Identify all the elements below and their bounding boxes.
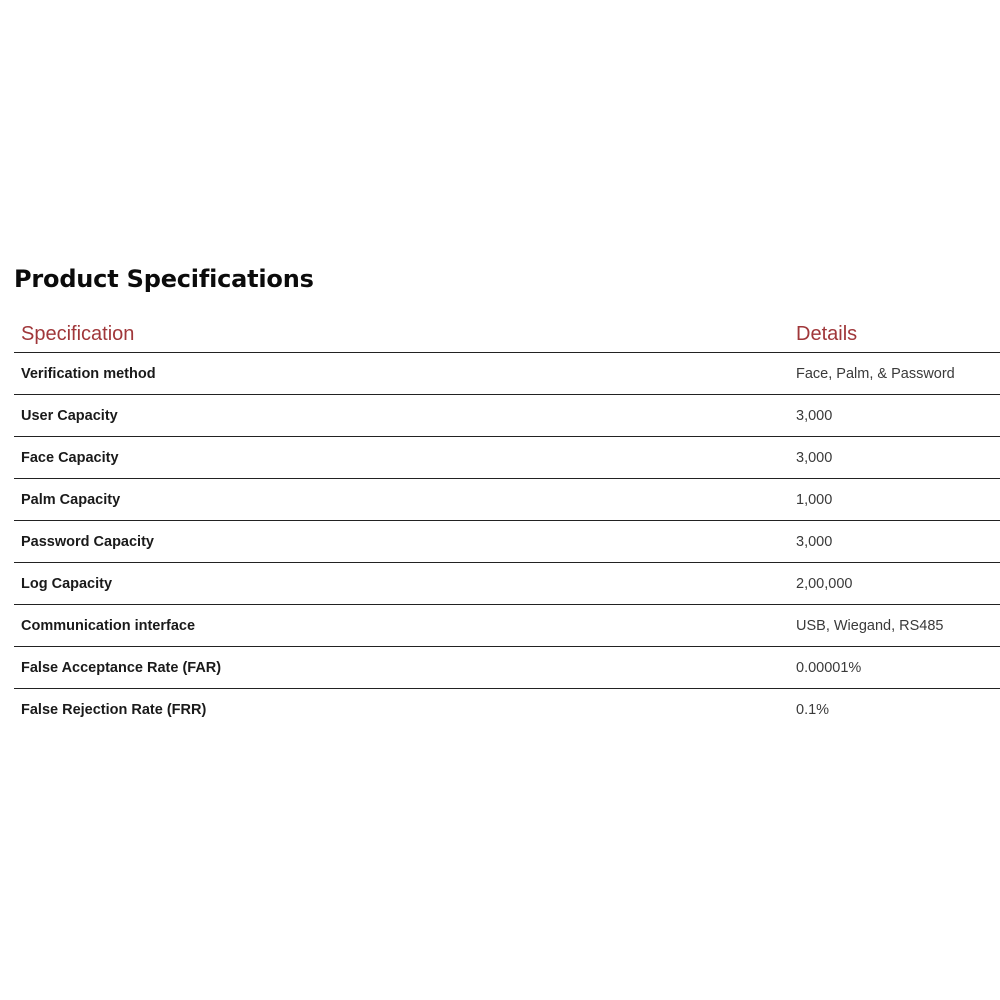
spec-label: Password Capacity xyxy=(14,521,789,563)
spec-value: 2,00,000 xyxy=(789,563,1000,605)
spec-value: 3,000 xyxy=(789,521,1000,563)
table-row xyxy=(14,647,1000,689)
page-title: Product Specifications xyxy=(14,265,314,293)
column-header-specification: Specification xyxy=(14,316,789,353)
spec-label: User Capacity xyxy=(14,395,789,437)
table-header-row xyxy=(14,316,1000,353)
table-row xyxy=(14,689,1000,731)
spec-label: False Rejection Rate (FRR) xyxy=(21,701,207,718)
spec-value: USB, Wiegand, RS485 xyxy=(789,605,1000,647)
table-row xyxy=(14,605,1000,647)
spec-value: 3,000 xyxy=(789,395,1000,437)
spec-value: 3,000 xyxy=(789,437,1000,479)
table-row xyxy=(14,437,1000,479)
spec-value: 0.1% xyxy=(796,701,830,718)
spec-label: Log Capacity xyxy=(14,563,789,605)
spec-value: 1,000 xyxy=(789,479,1000,521)
spec-label: Face Capacity xyxy=(14,437,789,479)
spec-value: 0.00001% xyxy=(789,647,1000,689)
specifications-table xyxy=(14,316,1000,730)
table-row xyxy=(14,479,1000,521)
spec-label: Verification method xyxy=(14,353,789,395)
column-header-details: Details xyxy=(789,316,1000,353)
spec-label: Communication interface xyxy=(14,605,789,647)
spec-label: Palm Capacity xyxy=(14,479,789,521)
table-row xyxy=(14,353,1000,395)
spec-value: Face, Palm, & Password xyxy=(789,353,1000,395)
product-specifications-section xyxy=(14,262,1000,730)
table-row xyxy=(14,521,1000,563)
table-row xyxy=(14,395,1000,437)
table-row xyxy=(14,563,1000,605)
spec-label: False Acceptance Rate (FAR) xyxy=(14,647,789,689)
